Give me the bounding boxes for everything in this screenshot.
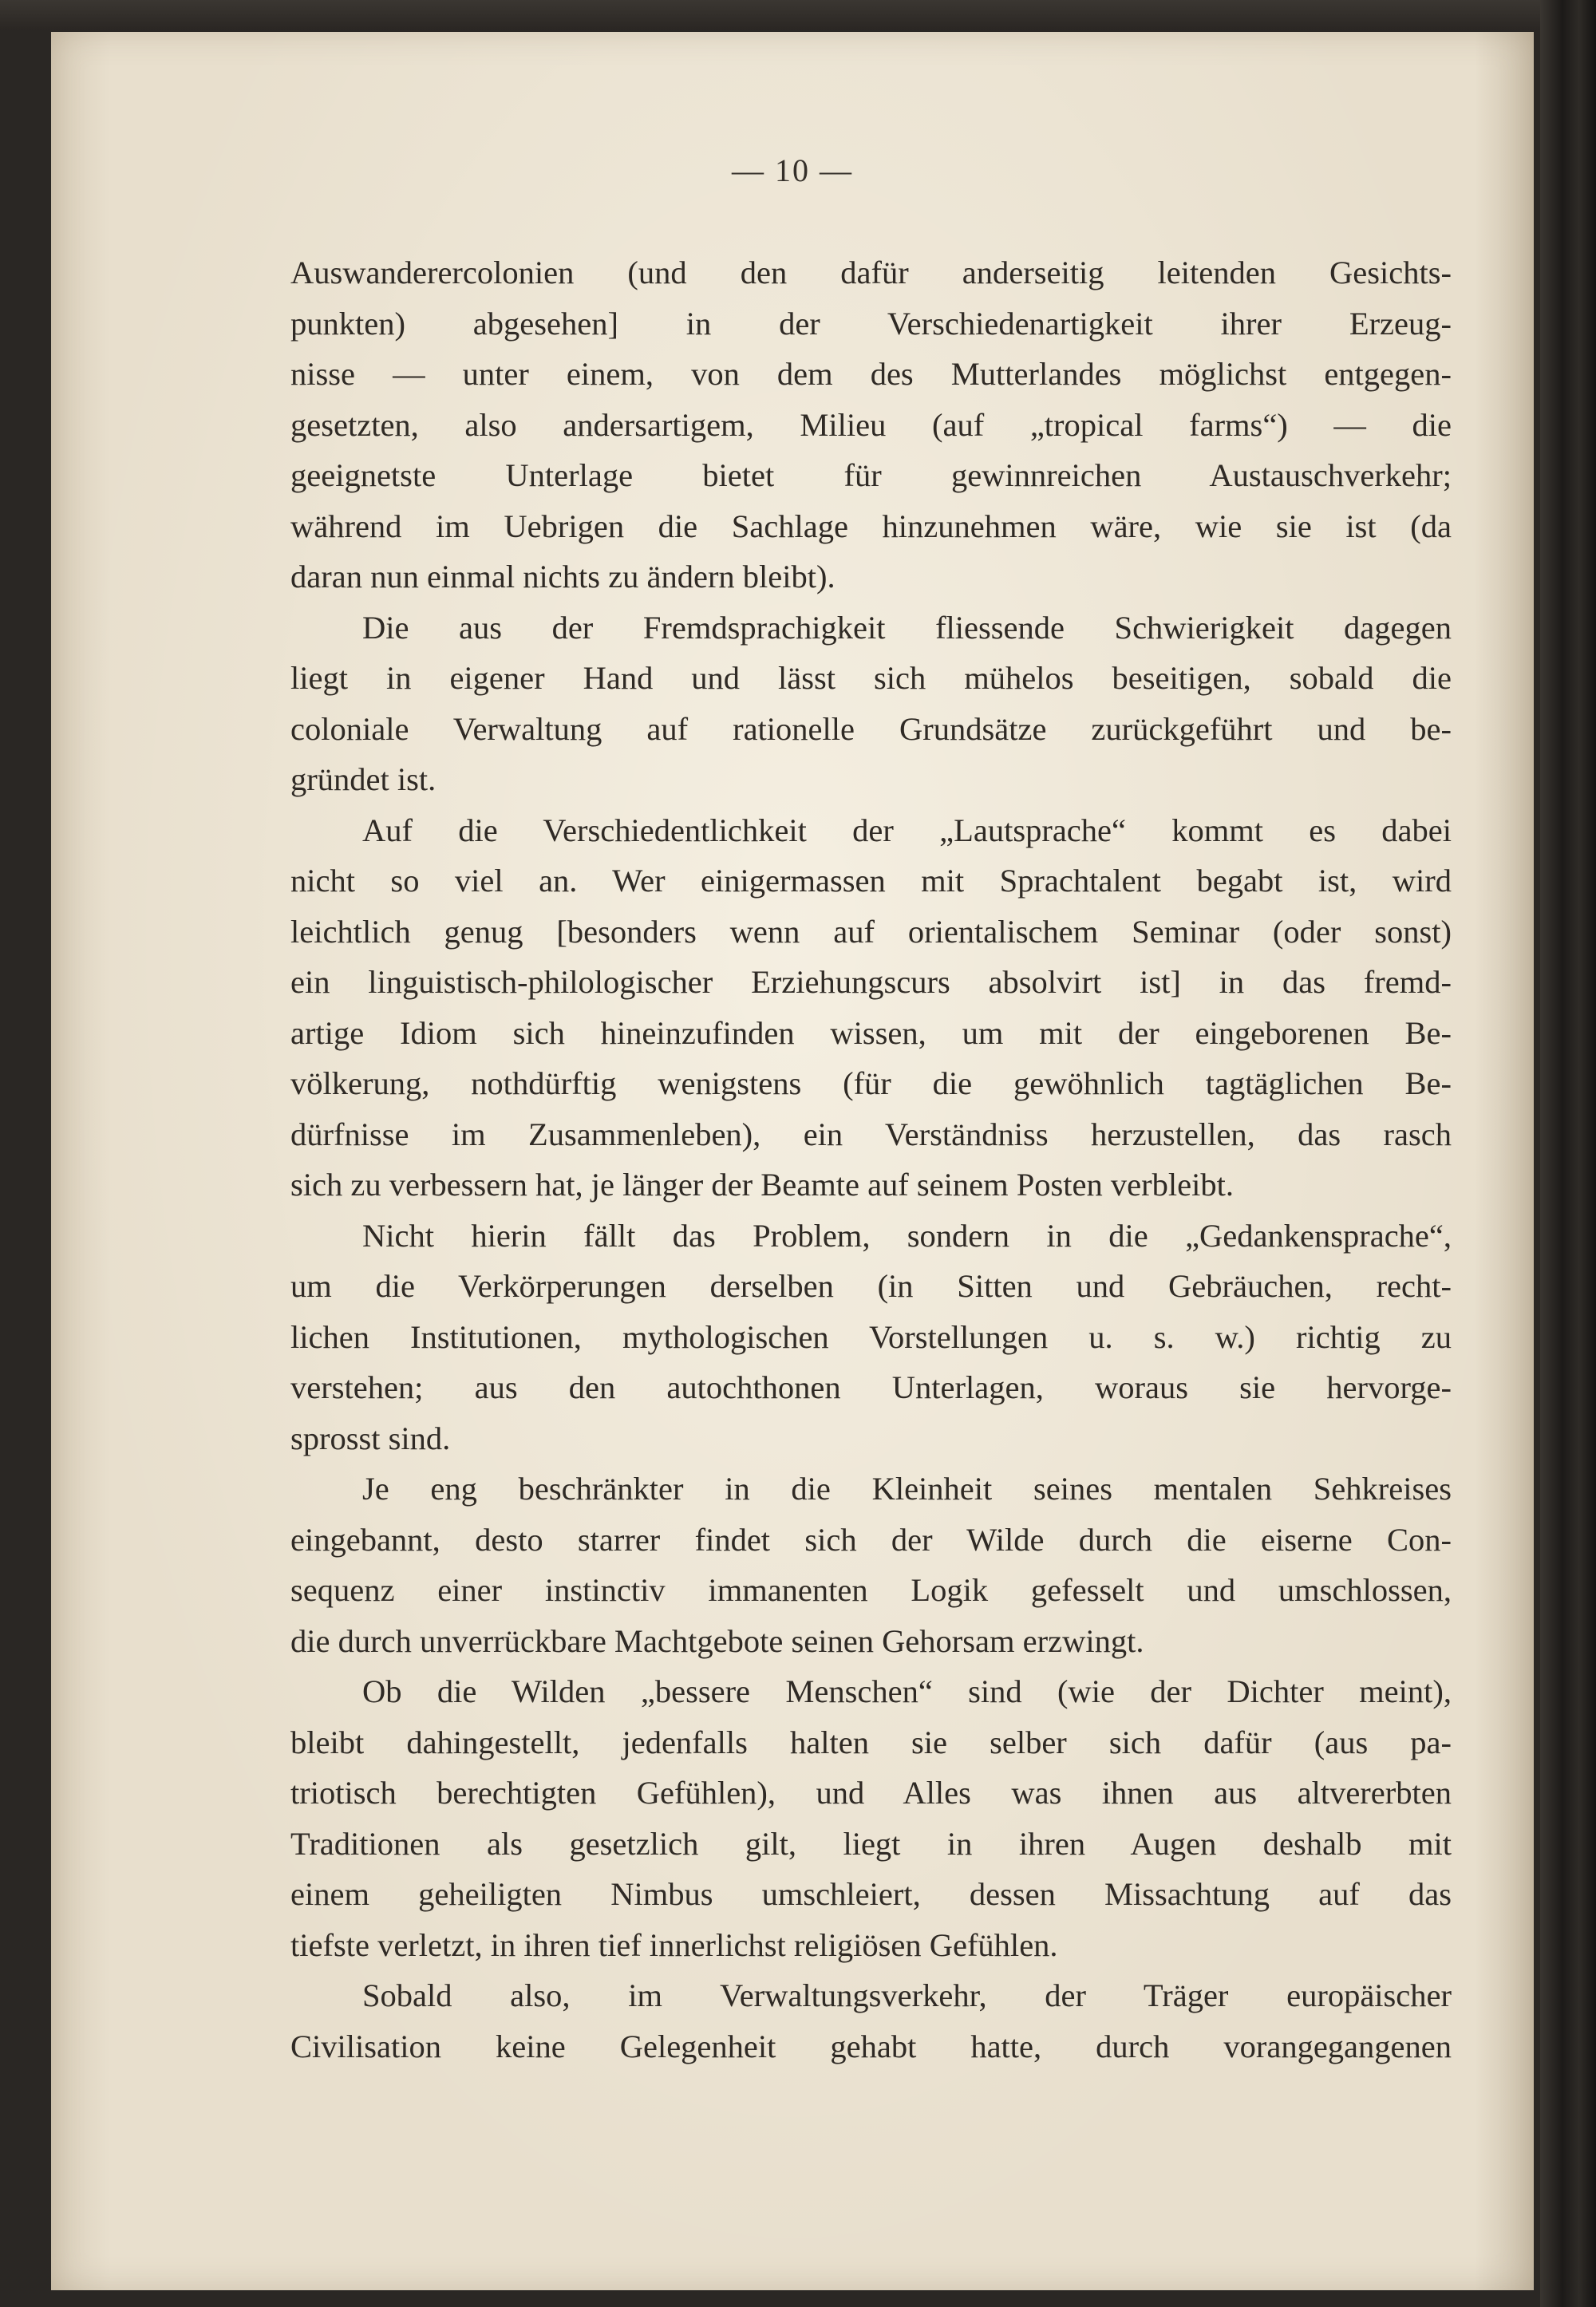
text-line: geeignetste Unterlage bietet für gewinnreichen Austauschverkehr; <box>290 457 1452 493</box>
paragraph-start-line: Sobald also, im Verwaltungsverkehr, der Träger europäischer <box>362 1977 1452 2013</box>
text-line: um die Verkörperungen derselben (in Sitten und Gebräuchen, recht- <box>290 1268 1452 1304</box>
paragraph-start-line: Je eng beschränkter in die Kleinheit seines mentalen Sehkreises <box>362 1471 1452 1507</box>
text-line: lichen Institutionen, mythologischen Vorstellungen u. s. w.) richtig zu <box>290 1318 1452 1355</box>
book-binding-top <box>0 0 1596 30</box>
text-line: Auswanderercolonien (und den dafür anderseitig leitenden Gesichts- <box>290 255 1452 290</box>
text-line: völkerung, nothdürftig wenigstens (für die gewöhnlich tagtäglichen Be- <box>290 1065 1452 1101</box>
text-line: punkten) abgesehen] in der Verschiedenartigkeit ihrer Erzeug- <box>290 305 1452 342</box>
text-line: nicht so viel an. Wer einigermassen mit Sprachtalent begabt ist, wird <box>290 863 1452 899</box>
text-line: die durch unverrückbare Machtgebote seinen Gehorsam erzwingt. <box>290 1622 1144 1659</box>
text-line: triotisch berechtigten Gefühlen), und Alles was ihnen aus altvererbten <box>290 1775 1452 1811</box>
text-line: Civilisation keine Gelegenheit gehabt hatte, durch vorangegangenen <box>290 2028 1452 2064</box>
text-line: Traditionen als gesetzlich gilt, liegt in ihren Augen deshalb mit <box>290 1825 1452 1862</box>
text-line: eingebannt, desto starrer findet sich der Wilde durch die eiserne Con- <box>290 1521 1452 1558</box>
text-line: verstehen; aus den autochthonen Unterlagen, woraus sie hervorge- <box>290 1369 1452 1405</box>
text-line: liegt in eigener Hand und lässt sich mühelos beseitigen, sobald die <box>290 660 1452 696</box>
paragraph-start-line: Ob die Wilden „bessere Menschen“ sind (wie der Dichter meint), <box>362 1673 1452 1709</box>
text-line: bleibt dahingestellt, jedenfalls halten sie selber sich dafür (aus pa- <box>290 1724 1452 1760</box>
body-text <box>290 247 1452 2072</box>
paragraph-start-line: Die aus der Fremdsprachigkeit fliessende Schwierigkeit dagegen <box>362 609 1452 646</box>
text-line: coloniale Verwaltung auf rationelle Grundsätze zurückgeführt und be- <box>290 710 1452 747</box>
text-line: während im Uebrigen die Sachlage hinzunehmen wäre, wie sie ist (da <box>290 508 1452 544</box>
book-page <box>51 32 1534 2290</box>
text-line: nisse — unter einem, von dem des Mutterlandes möglichst entgegen- <box>290 356 1452 392</box>
text-line: leichtlich genug [besonders wenn auf orientalischem Seminar (oder sonst) <box>290 913 1452 950</box>
text-line: dürfnisse im Zusammenleben), ein Verständniss herzustellen, das rasch <box>290 1116 1452 1152</box>
text-line: gründet ist. <box>290 761 437 797</box>
text-line: sich zu verbessern hat, je länger der Beamte auf seinem Posten verbleibt. <box>290 1167 1234 1203</box>
text-line: sequenz einer instinctiv immanenten Logik gefesselt und umschlossen, <box>290 1572 1452 1608</box>
text-line: gesetzten, also andersartigem, Milieu (auf „tropical farms“) — die <box>290 406 1452 443</box>
page-number: — 10 — <box>732 152 853 188</box>
text-line: ein linguistisch-philologischer Erziehungscurs absolvirt ist] in das fremd- <box>290 964 1452 1000</box>
text-line: daran nun einmal nichts zu ändern bleibt). <box>290 559 836 595</box>
book-binding-edge <box>1540 0 1596 2307</box>
text-line: tiefste verletzt, in ihren tief innerlichst religiösen Gefühlen. <box>290 1926 1058 1963</box>
text-line: sprosst sind. <box>290 1420 451 1456</box>
text-line: einem geheiligten Nimbus umschleiert, dessen Missachtung auf das <box>290 1876 1452 1912</box>
paragraph-start-line: Auf die Verschiedentlichkeit der „Lautsprache“ kommt es dabei <box>362 812 1452 848</box>
paragraph-start-line: Nicht hierin fällt das Problem, sondern in die „Gedankensprache“, <box>362 1217 1452 1254</box>
text-line: artige Idiom sich hineinzufinden wissen, um mit der eingeborenen Be- <box>290 1014 1452 1051</box>
